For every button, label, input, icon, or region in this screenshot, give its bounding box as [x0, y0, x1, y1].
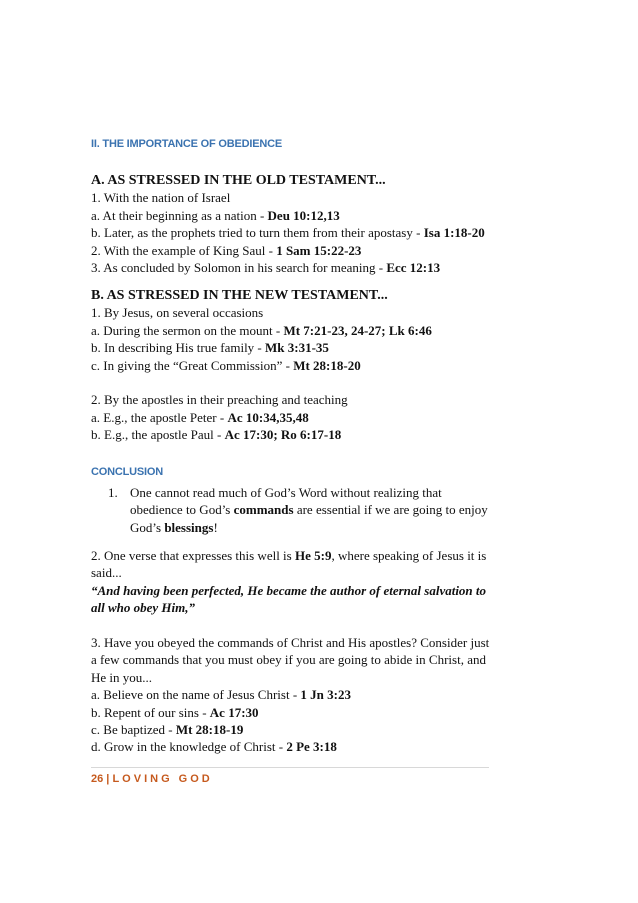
part-a-block: [91, 172, 491, 276]
command-line: a. Believe on the name of Jesus Christ - 1 Jn 3:23: [91, 687, 351, 703]
page-number: 26: [91, 773, 104, 785]
list-number: 1.: [108, 485, 118, 500]
scripture-ref: Ecc 12:13: [386, 260, 441, 276]
scripture-ref: Mt 7:21-23, 24-27; Lk 6:46: [283, 322, 432, 338]
part-b-line: b. E.g., the apostle Paul - Ac 17:30; Ro 6:17-18: [91, 427, 342, 443]
scripture-ref: Mt 28:18-19: [175, 722, 244, 738]
conclusion-body: [91, 547, 491, 756]
part-a-line: 2. With the example of King Saul - 1 Sam 15:22-23: [91, 242, 362, 258]
part-b-line: 2. By the apostles in their preaching and teaching: [91, 392, 348, 408]
part-a-title: A. AS STRESSED IN THE OLD TESTAMENT...: [91, 173, 386, 188]
scripture-ref: 1 Sam 15:22-23: [276, 242, 362, 258]
command-line: d. Grow in the knowledge of Christ - 2 Pe 3:18: [91, 739, 337, 755]
scripture-ref: He 5:9: [294, 548, 332, 563]
command-line: c. Be baptized - Mt 28:18-19: [91, 722, 244, 738]
part-b-line: b. In describing His true family - Mk 3:31-35: [91, 340, 329, 356]
blank-line: [91, 617, 491, 634]
footer-divider: [91, 767, 489, 768]
scripture-ref: 2 Pe 3:18: [286, 739, 337, 755]
scripture-ref: Mt 28:18-20: [293, 357, 361, 373]
part-a-line: b. Later, as the prophets tried to turn them from their apostasy - Isa 1:18-20: [91, 225, 485, 241]
scripture-ref: Deu 10:12,13: [267, 207, 340, 223]
part-b-block: [91, 287, 491, 444]
page-footer: 26 | LOVING GOD: [91, 773, 213, 785]
part-b-title: B. AS STRESSED IN THE NEW TESTAMENT...: [91, 288, 388, 303]
scripture-ref: Isa 1:18-20: [423, 225, 485, 241]
scripture-ref: Mk 3:31-35: [265, 340, 329, 356]
scripture-ref: Ac 17:30; Ro 6:17-18: [224, 427, 342, 443]
part-b-line: c. In giving the “Great Commission” - Mt 28:18-20: [91, 357, 361, 373]
scripture-ref: Ac 17:30: [209, 704, 259, 720]
part-b-line: a. E.g., the apostle Peter - Ac 10:34,35,48: [91, 409, 309, 425]
paragraph-line: a few commands that you must obey if you are going to abide in Christ, and: [91, 652, 486, 668]
part-b-line: 1. By Jesus, on several occasions: [91, 305, 264, 321]
scripture-ref: 1 Jn 3:23: [300, 687, 351, 703]
part-b-line: a. During the sermon on the mount - Mt 7:21-23, 24-27; Lk 6:46: [91, 322, 432, 338]
paragraph-line: 3. Have you obeyed the commands of Christ and His apostles? Consider just: [91, 635, 490, 651]
conclusion-heading: CONCLUSION: [91, 466, 163, 478]
blank-line: [91, 374, 491, 391]
paragraph-line: 2. One verse that expresses this well is He 5:9, where speaking of Jesus it is: [91, 548, 487, 563]
section-heading: II. THE IMPORTANCE OF OBEDIENCE: [91, 138, 282, 150]
paragraph-line: He in you...: [91, 669, 153, 685]
part-a-line: 3. As concluded by Solomon in his search for meaning - Ecc 12:13: [91, 260, 441, 276]
part-a-line: 1. With the nation of Israel: [91, 190, 231, 206]
command-line: b. Repent of our sins - Ac 17:30: [91, 704, 259, 720]
paragraph-line: said...: [91, 565, 122, 581]
quote-line: all who obey Him,”: [91, 600, 195, 616]
list-item-text: One cannot read much of God’s Word without realizing that obedience to God’s commands are essential if we are going to enjoy God’s blessings!: [130, 485, 488, 535]
footer-title: LOVING GOD: [112, 773, 213, 785]
scripture-ref: Ac 10:34,35,48: [227, 409, 309, 425]
part-a-line: a. At their beginning as a nation - Deu 10:12,13: [91, 207, 340, 223]
quote-line: “And having been perfected, He became the author of eternal salvation to: [91, 582, 487, 598]
